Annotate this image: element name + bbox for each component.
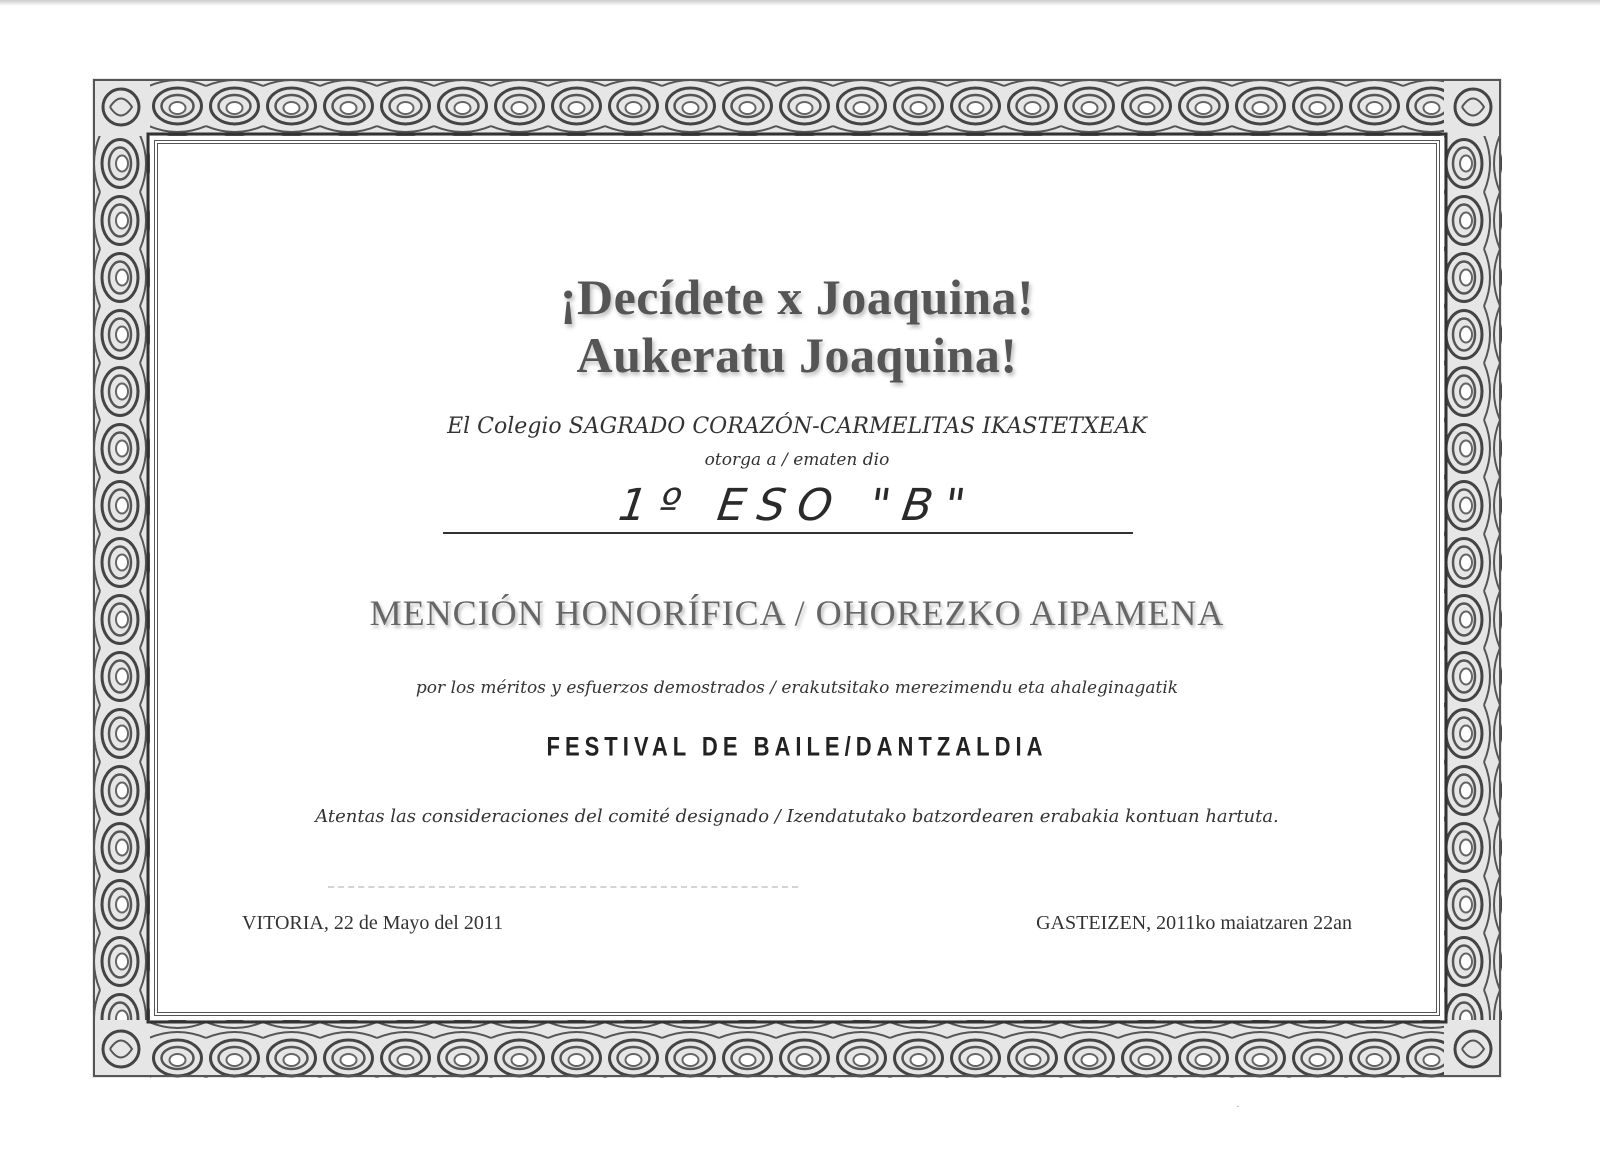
issuer-text: El Colegio SAGRADO CORAZÓN-CARMELITAS IKASTETXEAK [447,414,1147,439]
date-basque: GASTEIZEN, 2011ko maiatzaren 22an [1036,912,1352,934]
date-spanish: VITORIA, 22 de Mayo del 2011 [242,912,504,934]
certificate-body [154,140,1440,1016]
scan-edge [0,0,1600,6]
recipient-line [443,476,1133,534]
committee-statement: Atentas las consideraciones del comité designado / Izendatutako batzordearen erabakia kontuan hartuta. [315,806,1279,827]
recipient-name: 1º ESO "B" [615,480,981,531]
certificate-title-spanish: ¡Decídete x Joaquina! [559,269,1035,325]
scan-speck: · [1236,1101,1240,1113]
certificate [92,78,1502,1078]
award-reason: por los méritos y esfuerzos demostrados / erakutsitako merezimendu eta ahaleginagatik [415,678,1179,698]
event-name: FESTIVAL DE BAILE/DANTZALDIA [546,731,1048,762]
faint-scan-line [328,886,798,888]
certificate-title-basque: Aukeratu Joaquina! [576,327,1018,383]
award-title: MENCIÓN HONORÍFICA / OHOREZKO AIPAMENA [369,593,1225,633]
grant-text: otorga a / ematen dio [704,450,890,470]
